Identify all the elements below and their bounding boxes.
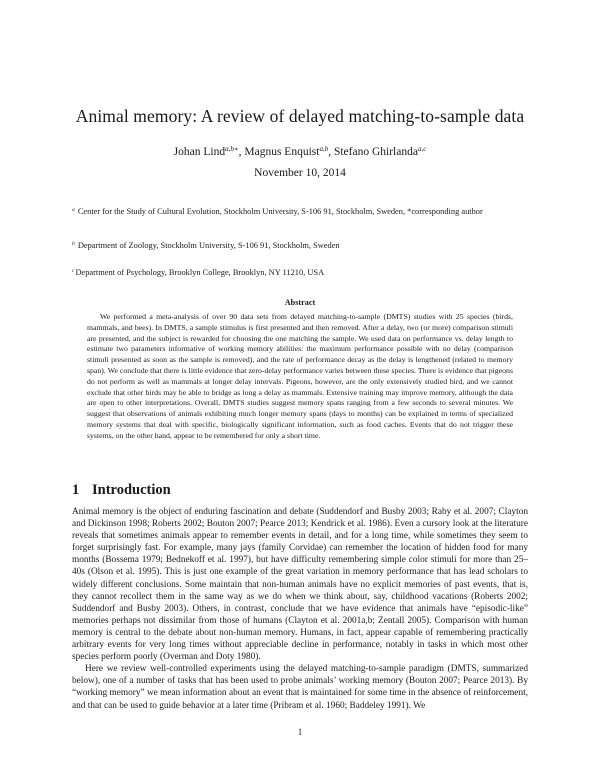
affiliation-mark: b <box>72 241 75 247</box>
author-list: Johan Lind$^{a,b∗}$, Magnus Enquist$^{a,b}$, Stefano Ghirlanda$^{a,c}$ <box>173 145 427 158</box>
affiliation-text: Department of Zoology, Stockholm University, S-106 91, Stockholm, Sweden <box>77 241 340 250</box>
page-number: 1 <box>297 727 303 737</box>
section-heading <box>72 482 171 499</box>
section-body <box>72 506 528 712</box>
author-affiliation-mark: a,b∗ <box>225 145 239 153</box>
author-name: Stefano Ghirlanda <box>333 146 418 158</box>
affiliation-text: Department of Psychology, Brooklyn College, Brooklyn, NY 11210, USA <box>75 268 325 277</box>
paper-title: Animal memory: A review of delayed matching-to-sample data <box>75 106 525 126</box>
affiliation-mark: c <box>72 268 75 274</box>
author-name: Johan Lind <box>173 146 226 158</box>
body-paragraph: Here we review well-controlled experiments using the delayed matching-to-sample paradigm (DMTS, summarized below), one of a number of tasks that has been used to probe animals’ working memory (Bouton 2007; Pearce 2013). By “working memory” we mean information about an event that is maintained for some time in the absence of reinforcement, and that can be used to guide behavior at a later time (Pribram et al. 1960; Baddeley 1991). We <box>72 664 528 711</box>
paper-date: November 10, 2014 <box>254 167 346 179</box>
affiliation <box>72 239 527 252</box>
body-paragraph: Animal memory is the object of enduring fascination and debate (Suddendorf and Busby 2003; Raby et al. 2007; Clayton and Dickinson 1998; Roberts 2002; Bouton 2007; Pearce 2013; Kendrick et al. 1986). Even a cursory look at the literature reveals that sometimes animals appear to remember events in detail, and for a long time, while sometimes they seem to forget surprisingly fast. For example, many jays (family Corvidae) can remember the location of hidden food for many months (Bossema 1979; Bednekoff et al. 1997), but have difficulty remembering simple color stimuli for more than 25–40s (Olson et al. 1995). This is just one example of the great variation in memory performance that has lead scholars to widely different conclusions. Some maintain that non-human animals have no explicit memories of past events, that is, they cannot recollect them in the same way as we do when we think about, say, childhood vacations (Roberts 2002; Suddendorf and Busby 2003). Others, in contrast, conclude that we have evidence that animals have “episodic-like” memories perhaps not dissimilar from those of humans (Clayton et al. 2001a,b; Zentall 2005). Comparison with human memory is central to the debate about non-human memory. Humans, in fact, appear capable of remembering practically arbitrary events for very long times without appreciable decline in performance, notably in tasks in which most other species perform poorly (Overman and Doty 1980). <box>72 507 528 663</box>
affiliation <box>72 205 527 218</box>
author-affiliation-mark: a,c <box>417 145 427 153</box>
affiliation <box>72 266 527 279</box>
author-name: Magnus Enquist <box>244 146 320 158</box>
abstract-heading: Abstract <box>284 298 316 307</box>
affiliation-mark: a <box>72 207 75 213</box>
abstract-text: We performed a meta-analysis of over 90 data sets from delayed matching-to-sample (DMTS) studies with 25 species (birds, mammals, and bees). In DMTS, a sample stimulus is first presented and then removed. After a delay, two (or more) comparison stimuli are presented, and the subject is rewarded for choosing the one matching the sample. We used data on performance vs. delay length to estimate two parameters informative of working memory abilities: the maximum performance possible with no delay (comparison stimuli presented as soon as the sample is removed), and the rate of performance decay as the delay is lengthened (related to memory span). We conclude that there is little evidence that zero-delay performance varies between these species. There is evidence that pigeons do not perform as well as mammals at longer delay intervals. Pigeons, however, are the only extensively studied bird, and we cannot exclude that other birds may be able to bridge as long a delay as mammals. Extensive training may improve memory, although the data are open to other interpretations. Overall, DMTS studies suggest memory spans ranging from a few seconds to several minutes. We suggest that observations of animals exhibiting much longer memory spans (days to months) can be explained in terms of specialized memory systems that deal with specific, biologically significant information, such as food caches. Events that do not trigger these systems, on the other hand, appear to be remembered for only a short time. <box>87 312 513 440</box>
section-title: Introduction <box>92 482 171 498</box>
author-affiliation-mark: a,b <box>319 145 329 153</box>
affiliation-text: Center for the Study of Cultural Evolution, Stockholm University, S-106 91, Stockholm, Sweden, *corresponding author <box>77 207 483 216</box>
section-number: 1 <box>72 482 80 498</box>
